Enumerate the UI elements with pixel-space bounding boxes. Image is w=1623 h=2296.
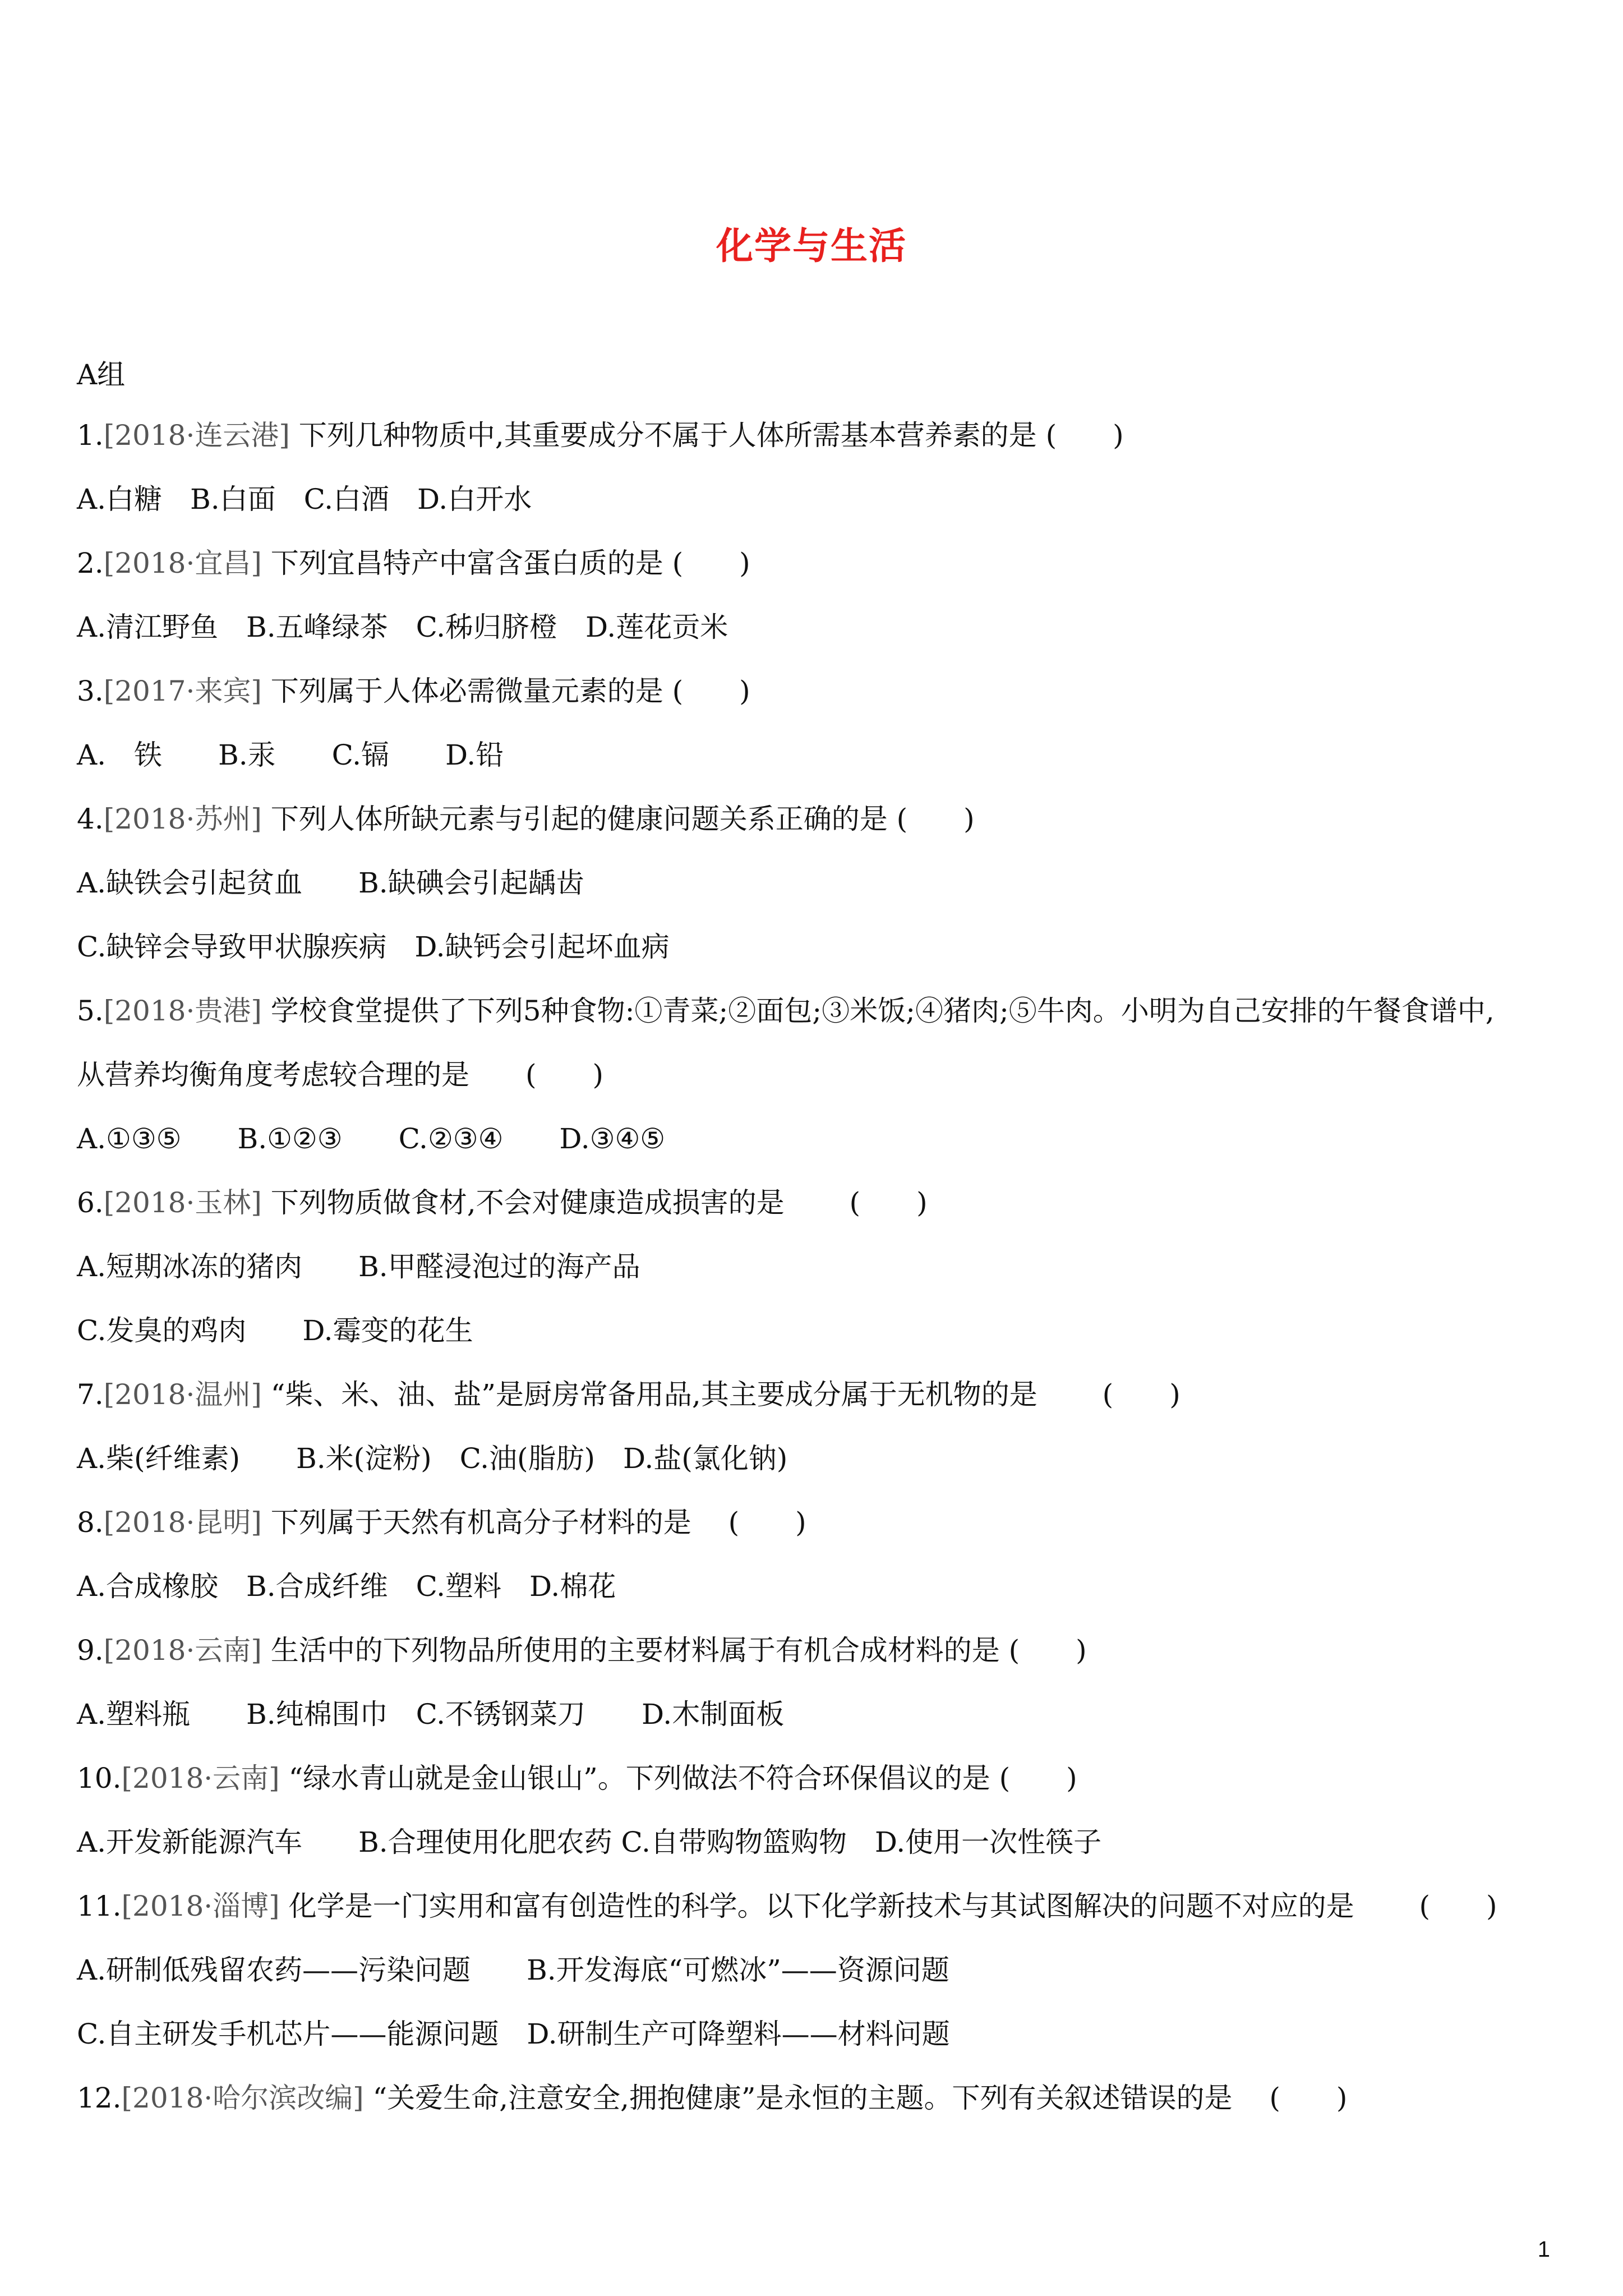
question-source: [2018·云南] [121,1762,280,1795]
answer-blank: ( ) [672,675,750,707]
question-text: 学校食堂提供了下列5种食物:①青菜;②面包;③米饭;④猪肉;⑤牛肉。小明为自己安排的午餐食谱中, [261,995,1504,1027]
question-number: 4. [77,803,104,835]
answer-blank: ( ) [1363,1890,1497,1922]
answer-options [77,862,1557,926]
question-list [77,414,1557,2141]
question-stem [77,670,1557,734]
answer-blank: ( ) [1045,419,1124,452]
options-text: C.发臭的鸡肉 D.霉变的花生 [77,1314,473,1347]
options-text: A.短期冰冻的猪肉 B.甲醛浸泡过的海产品 [77,1250,640,1283]
question-text: 下列几种物质中,其重要成分不属于人体所需基本营养素的是 [289,419,1046,452]
question-stem [77,542,1557,606]
answer-blank: ( ) [793,1186,928,1219]
answer-options [77,1821,1557,1885]
question-source: [2018·淄博] [121,1890,280,1922]
options-text: A.开发新能源汽车 B.合理使用化肥农药 C.自带购物篮购物 D.使用一次性筷子 [77,1826,1102,1858]
question-stem [77,1373,1557,1437]
question-stem [77,1629,1557,1693]
question-text: 下列物质做食材,不会对健康造成损害的是 [261,1186,794,1219]
question-source: [2018·贵港] [103,995,262,1027]
options-text: A.①③⑤ B.①②③ C.②③④ D.③④⑤ [77,1122,666,1155]
answer-options [77,478,1557,542]
question-source: [2018·连云港] [103,419,290,452]
question-text: 生活中的下列物品所使用的主要材料属于有机合成材料的是 [261,1634,1009,1667]
options-text: A.塑料瓶 B.纯棉围巾 C.不锈钢菜刀 D.木制面板 [77,1698,785,1731]
answer-blank: ( ) [672,547,750,579]
question-number: 7. [77,1378,104,1411]
answer-options [77,926,1557,990]
options-text: A.白糖 B.白面 C.白酒 D.白开水 [77,483,532,516]
question-stem [77,1757,1557,1821]
question-stem [77,1501,1557,1565]
options-text: A.合成橡胶 B.合成纤维 C.塑料 D.棉花 [77,1570,616,1603]
options-text: A. 铁 B.汞 C.镉 D.铅 [77,739,504,771]
answer-blank: ( ) [1241,2082,1348,2114]
question-source: [2018·苏州] [103,803,262,835]
question-text: 下列属于天然有机高分子材料的是 [261,1506,700,1539]
question-text: 下列人体所缺元素与引起的健康问题关系正确的是 [261,803,897,835]
options-text: C.缺锌会导致甲状腺疾病 D.缺钙会引起坏血病 [77,931,670,963]
answer-options [77,1437,1557,1501]
answer-blank: ( ) [1046,1378,1181,1411]
options-text: A.清江野鱼 B.五峰绿茶 C.秭归脐橙 D.莲花贡米 [77,611,728,643]
question-source: [2018·玉林] [103,1186,262,1219]
answer-options [77,2013,1557,2077]
question-number: 8. [77,1506,104,1539]
answer-options [77,1693,1557,1757]
page-number: 1 [1537,2237,1550,2262]
question-source: [2018·昆明] [103,1506,262,1539]
answer-options [77,1949,1557,2013]
answer-options [77,606,1557,670]
answer-options [77,1245,1557,1309]
question-text: “绿水青山就是金山银山”。下列做法不符合环保倡议的是 [279,1762,999,1795]
question-text: 下列属于人体必需微量元素的是 [261,675,672,707]
answer-options [77,734,1557,798]
answer-options [77,1117,1557,1181]
question-number: 9. [77,1634,104,1667]
question-number: 1. [77,419,104,452]
question-stem [77,798,1557,862]
question-stem [77,2077,1557,2141]
group-label: A组 [77,358,126,391]
answer-blank: ( ) [1008,1634,1087,1667]
page-title: 化学与生活 [716,224,907,268]
question-source: [2017·来宾] [103,675,262,707]
answer-options [77,1309,1557,1373]
question-stem [77,1181,1557,1245]
answer-blank: ( ) [700,1506,806,1539]
question-number: 3. [77,675,104,707]
question-number: 5. [77,995,104,1027]
question-text: “柴、米、油、盐”是厨房常备用品,其主要成分属于无机物的是 [261,1378,1046,1411]
question-source: [2018·温州] [103,1378,262,1411]
question-number: 2. [77,547,104,579]
question-stem [77,1885,1557,1949]
answer-blank: ( ) [896,803,975,835]
question-source: [2018·宜昌] [103,547,262,579]
answer-options [77,1565,1557,1629]
options-text: 从营养均衡角度考虑较合理的是 ( ) [77,1059,604,1091]
question-source: [2018·哈尔滨改编] [121,2082,364,2114]
question-number: 12. [77,2082,122,2114]
question-text: 下列宜昌特产中富含蛋白质的是 [261,547,672,579]
question-source: [2018·云南] [103,1634,262,1667]
question-text: “关爱生命,注意安全,拥抱健康”是永恒的主题。下列有关叙述错误的是 [363,2082,1242,2114]
options-text: C.自主研发手机芯片——能源问题 D.研制生产可降塑料——材料问题 [77,2018,950,2050]
options-text: A.缺铁会引起贫血 B.缺碘会引起龋齿 [77,867,584,899]
question-number: 10. [77,1762,122,1795]
options-text: A.研制低残留农药——污染问题 B.开发海底“可燃冰”——资源问题 [77,1954,949,1986]
question-stem [77,990,1557,1053]
answer-blank: ( ) [999,1762,1077,1795]
question-stem [77,414,1557,478]
options-text: A.柴(纤维素) B.米(淀粉) C.油(脂肪) D.盐(氯化钠) [77,1442,788,1475]
question-number: 11. [77,1890,122,1922]
answer-options [77,1053,1557,1117]
question-number: 6. [77,1186,104,1219]
question-text: 化学是一门实用和富有创造性的科学。以下化学新技术与其试图解决的问题不对应的是 [279,1890,1363,1922]
